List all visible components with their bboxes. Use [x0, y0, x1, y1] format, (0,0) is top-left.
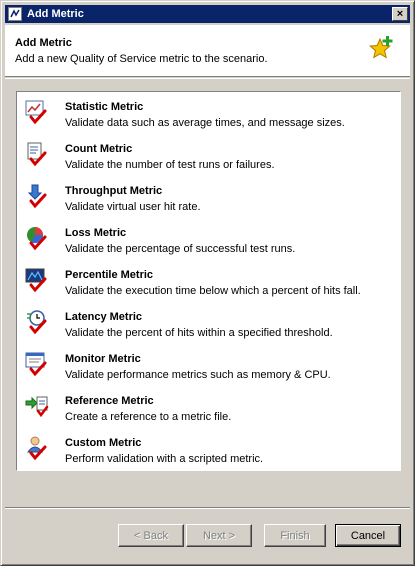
metric-description: Validate data such as average times, and message sizes. [65, 117, 345, 129]
close-icon: × [396, 7, 404, 20]
metric-description: Validate the number of test runs or failures. [65, 159, 275, 171]
finish-button[interactable]: Finish [264, 524, 326, 547]
throughput-arrow-icon [25, 184, 49, 210]
monitor-window-icon [25, 352, 49, 378]
loss-pie-icon [25, 226, 49, 252]
latency-clock-icon [25, 310, 49, 336]
list-item-loss-metric[interactable] [23, 222, 393, 258]
list-item-statistic-metric[interactable] [23, 96, 393, 132]
metric-description: Validate the execution time below which a percent of hits fall. [65, 285, 361, 297]
metric-name: Count Metric [65, 143, 133, 155]
metric-name: Custom Metric [65, 437, 142, 449]
metric-description: Validate the percentage of successful test runs. [65, 243, 296, 255]
app-icon [7, 6, 23, 22]
star-add-icon [368, 35, 396, 63]
metric-list[interactable] [16, 91, 401, 471]
metric-description: Validate performance metrics such as memory & CPU. [65, 369, 331, 381]
metric-description: Validate the percent of hits within a specified threshold. [65, 327, 333, 339]
metric-name: Statistic Metric [65, 101, 144, 113]
metric-name: Latency Metric [65, 311, 143, 323]
list-item-monitor-metric[interactable] [23, 348, 393, 384]
metric-name: Loss Metric [65, 227, 127, 239]
title-bar[interactable] [5, 5, 410, 23]
window-title: Add Metric [27, 8, 84, 20]
list-item-reference-metric[interactable] [23, 390, 393, 426]
close-button[interactable] [392, 7, 408, 21]
metric-name: Monitor Metric [65, 353, 141, 365]
metric-name: Throughput Metric [65, 185, 163, 197]
percentile-monitor-icon [25, 268, 49, 294]
back-button[interactable]: < Back [118, 524, 184, 547]
metric-description: Validate virtual user hit rate. [65, 201, 201, 213]
list-item-custom-metric[interactable] [23, 432, 393, 468]
metric-name: Percentile Metric [65, 269, 154, 281]
list-item-throughput-metric[interactable] [23, 180, 393, 216]
metric-name: Reference Metric [65, 395, 154, 407]
wizard-header [5, 25, 410, 77]
footer-divider [5, 507, 410, 509]
count-document-icon [25, 142, 49, 168]
metric-description: Perform validation with a scripted metric. [65, 453, 264, 465]
statistic-chart-icon [25, 100, 49, 126]
next-button[interactable]: Next > [186, 524, 252, 547]
metric-description: Create a reference to a metric file. [65, 411, 232, 423]
cancel-button[interactable]: Cancel [335, 524, 401, 547]
header-divider [5, 78, 410, 79]
custom-user-icon [25, 436, 49, 462]
list-item-latency-metric[interactable] [23, 306, 393, 342]
list-item-count-metric[interactable] [23, 138, 393, 174]
header-title: Add Metric [15, 37, 72, 49]
list-item-percentile-metric[interactable] [23, 264, 393, 300]
header-subtitle: Add a new Quality of Service metric to the scenario. [15, 53, 268, 65]
reference-arrow-icon [25, 394, 49, 420]
